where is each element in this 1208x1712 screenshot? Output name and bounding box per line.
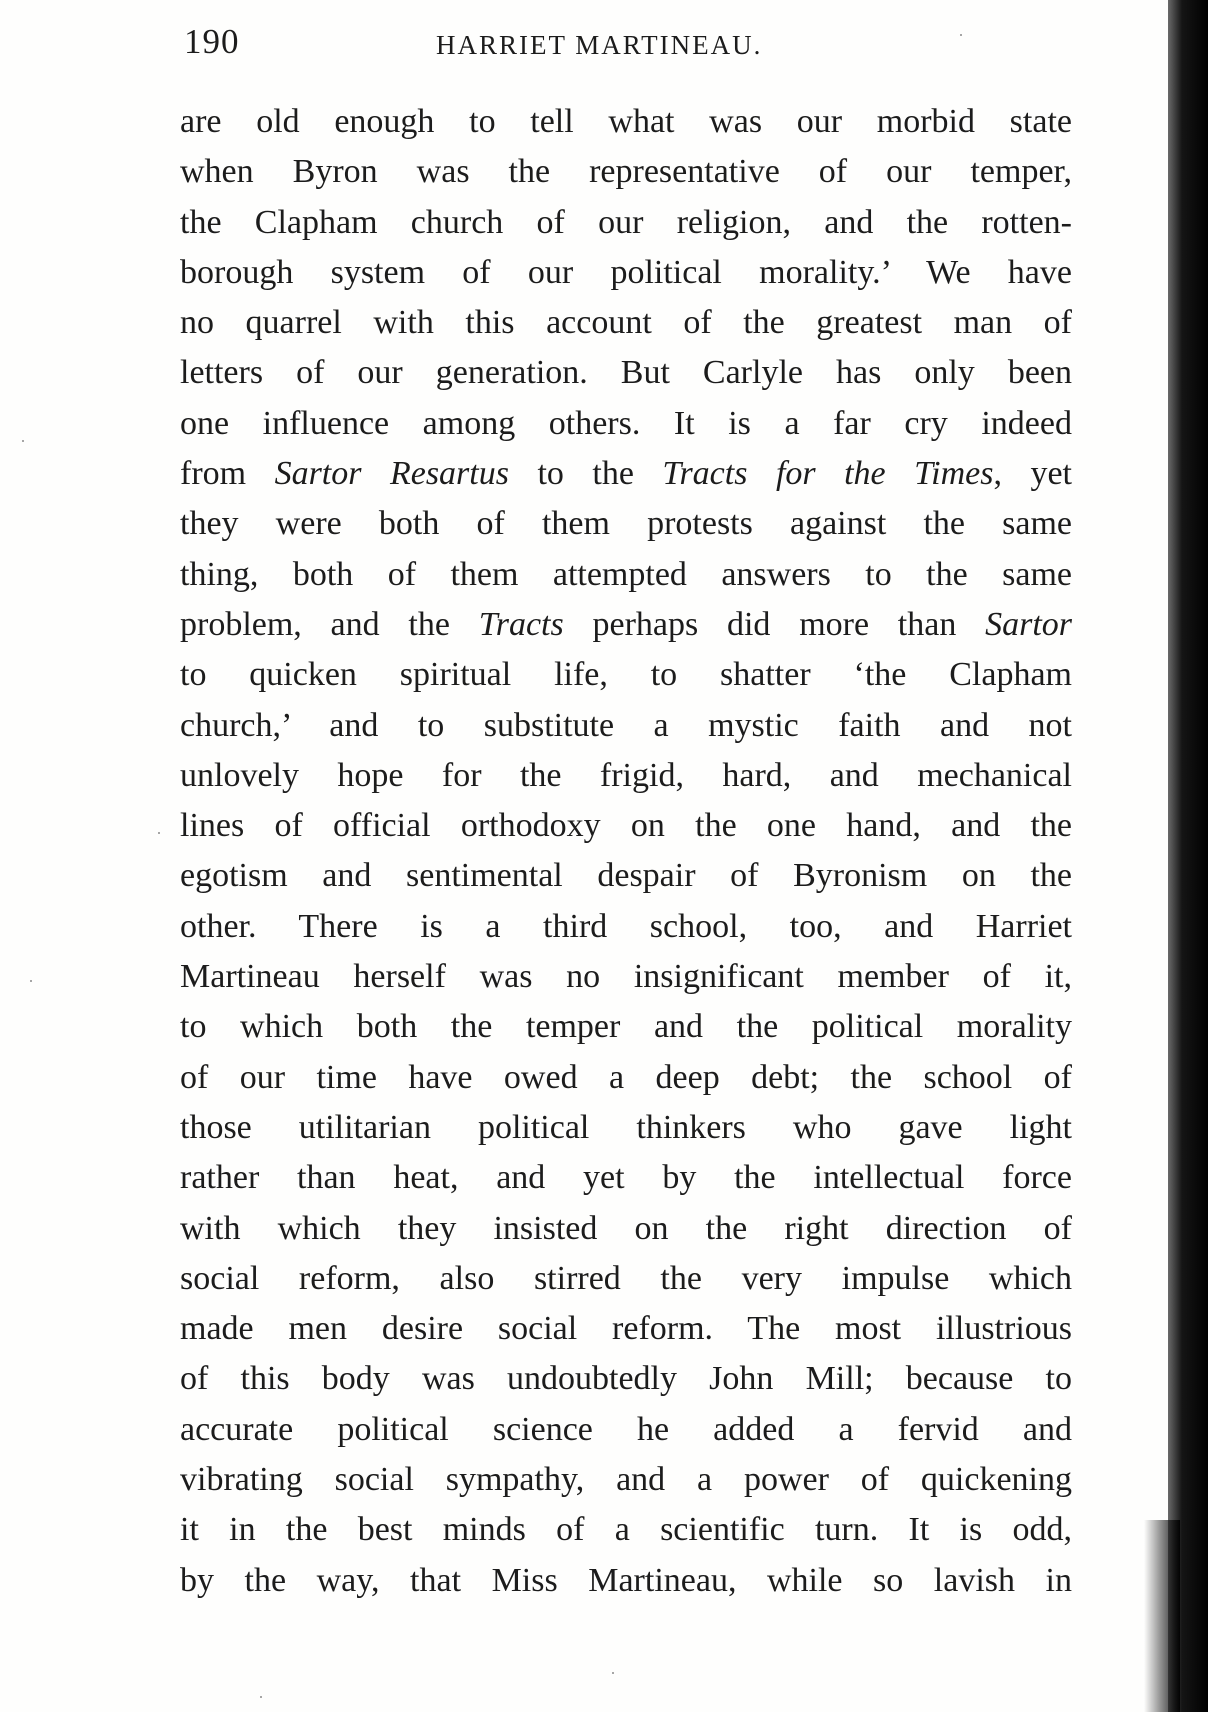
text-line: vibrating social sympathy, and a power of quickening xyxy=(180,1461,1072,1499)
text-line: of our time have owed a deep debt; the school of xyxy=(180,1058,1072,1096)
text-line: lines of official orthodoxy on the one hand, and the xyxy=(180,807,1072,845)
paper-speck xyxy=(960,34,962,36)
text-line: it in the best minds of a scientific turn. It is odd, xyxy=(180,1511,1072,1549)
text-line: they were both of them protests against the same xyxy=(180,505,1072,543)
paper-speck xyxy=(612,1672,614,1674)
text-line: by the way, that Miss Martineau, while so lavish in xyxy=(180,1561,1072,1599)
text-line: borough system of our political morality.’ We have xyxy=(180,253,1072,291)
text-run: perhaps did more than xyxy=(563,605,986,643)
italic-title: Tracts xyxy=(478,605,564,643)
text-line-with-italics xyxy=(180,449,1072,499)
text-line: to quicken spiritual life, to shatter ‘the Clapham xyxy=(180,656,1072,694)
italic-title: Sartor Resartus xyxy=(274,455,509,493)
page-header xyxy=(180,22,1072,66)
text-line: one influence among others. It is a far cry indeed xyxy=(180,404,1072,442)
text-run: to the xyxy=(508,455,663,493)
text-line: thing, both of them attempted answers to the same xyxy=(180,555,1072,593)
scan-shadow xyxy=(1144,1520,1180,1712)
text-line: letters of our generation. But Carlyle has only been xyxy=(180,354,1072,392)
text-line: unlovely hope for the frigid, hard, and mechanical xyxy=(180,756,1072,794)
text-line-with-italics xyxy=(180,600,1072,650)
text-line: church,’ and to substitute a mystic faith and not xyxy=(180,706,1072,744)
scan-binding-edge xyxy=(1168,0,1208,1712)
text-line: when Byron was the representative of our temper, xyxy=(180,153,1072,191)
paper-speck xyxy=(158,832,160,834)
text-line: no quarrel with this account of the greatest man of xyxy=(180,304,1072,342)
italic-title: Tracts for the Times xyxy=(662,455,994,493)
text-run: from xyxy=(180,455,275,493)
text-line: to which both the temper and the political morality xyxy=(180,1008,1072,1046)
text-line: accurate political science he added a fervid and xyxy=(180,1410,1072,1448)
text-run: , yet xyxy=(993,455,1073,493)
italic-title: Sartor xyxy=(985,605,1073,643)
text-line: those utilitarian political thinkers who gave light xyxy=(180,1108,1072,1146)
text-run: problem, and the xyxy=(180,605,479,643)
text-line: social reform, also stirred the very impulse which xyxy=(180,1259,1072,1297)
text-line: of this body was undoubtedly John Mill; because to xyxy=(180,1360,1072,1398)
text-line: egotism and sentimental despair of Byronism on the xyxy=(180,857,1072,895)
paper-speck xyxy=(260,1696,262,1698)
text-line: made men desire social reform. The most illustrious xyxy=(180,1310,1072,1348)
text-line: the Clapham church of our religion, and the rotten- xyxy=(180,203,1072,241)
page-number: 190 xyxy=(184,22,240,61)
text-line: Martineau herself was no insignificant member of it, xyxy=(180,958,1072,996)
text-line: with which they insisted on the right direction of xyxy=(180,1209,1072,1247)
text-line: other. There is a third school, too, and Harriet xyxy=(180,907,1072,945)
text-line: rather than heat, and yet by the intellectual force xyxy=(180,1159,1072,1197)
paper-speck xyxy=(22,440,24,442)
body-text xyxy=(180,97,1072,1606)
paper-speck xyxy=(30,980,32,982)
text-line: are old enough to tell what was our morbid state xyxy=(180,103,1072,140)
running-head: HARRIET MARTINEAU. xyxy=(436,30,763,60)
